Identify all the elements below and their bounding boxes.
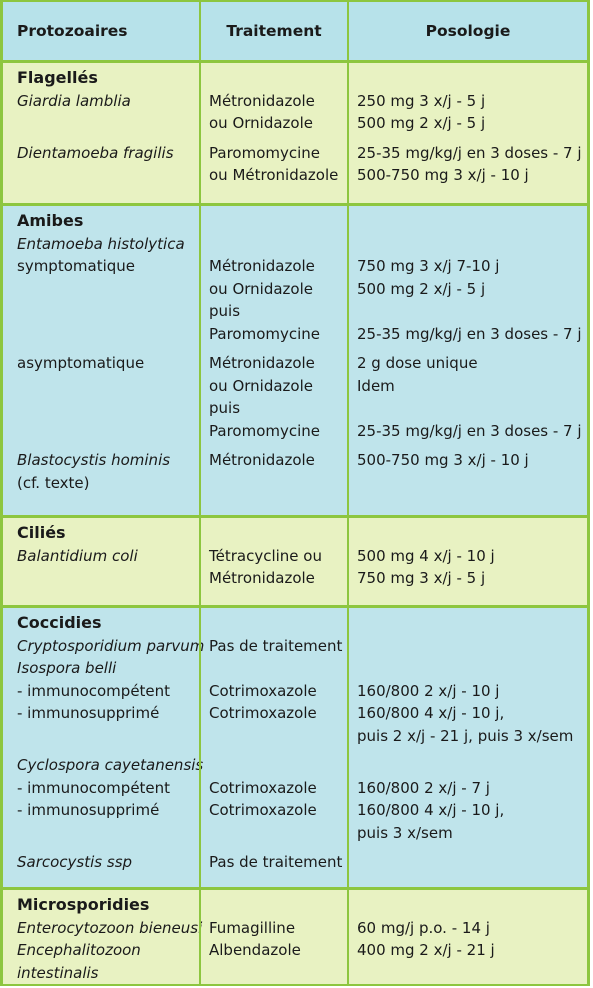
dosage-text [357, 962, 587, 985]
spacer [209, 345, 347, 352]
spacer [357, 135, 587, 142]
spacer [17, 442, 199, 449]
organism-text: asymptomatique [17, 354, 145, 372]
organism-text [17, 375, 199, 398]
spacer [357, 345, 587, 352]
organism-text: Entamoeba histolytica [17, 234, 185, 253]
header-traitement: Traitement [199, 2, 347, 60]
protozoaire-cell [3, 608, 205, 887]
dosage-text [357, 233, 587, 256]
treatment-text [209, 657, 347, 680]
organism-text: Blastocystis hominis [17, 451, 171, 469]
spacer [357, 612, 587, 635]
organism-text: (cf. texte) [17, 473, 90, 492]
treatment-text: Paromomycine [209, 421, 321, 440]
dosage-text: puis 3 x/sem [357, 823, 453, 842]
spacer [209, 844, 347, 851]
section-row [3, 515, 587, 605]
dosage-text [357, 472, 587, 495]
treatment-text: Albendazole [209, 941, 301, 959]
dosage-text [357, 300, 587, 323]
organism-text: Encephalitozoon [17, 941, 141, 959]
posologie-cell [347, 608, 587, 887]
treatment-text: puis [209, 302, 241, 320]
organism-text: Giardia lamblia [17, 91, 131, 110]
section-row [3, 203, 587, 515]
organism-text [17, 278, 199, 301]
organism-text: Cryptosporidium parvum [17, 636, 205, 655]
table-header [3, 0, 587, 60]
traitement-cell [199, 518, 347, 605]
treatment-text: ou Ornidazole [209, 279, 313, 298]
organism-text: Isospora belli [17, 659, 117, 677]
dosage-text: 25-35 mg/kg/j en 3 doses - 7 j [357, 143, 582, 162]
traitement-cell [199, 63, 347, 203]
organism-text [17, 323, 199, 346]
treatment-text [209, 962, 347, 985]
dosage-text: 2 g dose unique [357, 354, 478, 372]
traitement-cell [199, 608, 347, 887]
treatment-text: ou Ornidazole [209, 114, 313, 132]
spacer [209, 522, 347, 545]
spacer [357, 844, 587, 851]
dosage-text: 160/800 4 x/j - 10 j, [357, 704, 505, 722]
organism-text [17, 164, 199, 187]
spacer [209, 612, 347, 635]
treatment-text [209, 233, 347, 256]
organism-text [17, 420, 199, 443]
spacer [17, 747, 199, 754]
treatment-text: Paromomycine [209, 143, 321, 162]
treatment-text: Paromomycine [209, 324, 321, 343]
treatment-text: Pas de traitement [209, 636, 343, 655]
section-row [3, 605, 587, 887]
section-title: Amibes [17, 211, 84, 230]
dosage-text: 500 mg 2 x/j - 5 j [357, 279, 486, 298]
treatment-text: Métronidazole [209, 354, 315, 372]
organism-text: Dientamoeba fragilis [17, 143, 174, 162]
dosage-text: 60 mg/j p.o. - 14 j [357, 918, 490, 937]
dosage-text: puis 2 x/j - 21 j, puis 3 x/sem [357, 726, 574, 745]
posologie-cell [347, 206, 587, 515]
treatment-text: ou Métronidazole [209, 166, 339, 184]
treatment-text: Cotrimoxazole [209, 681, 317, 700]
dosage-text: 160/800 2 x/j - 7 j [357, 778, 490, 797]
protozoaire-cell [3, 518, 199, 605]
dosage-text [357, 397, 587, 420]
spacer [357, 894, 587, 917]
treatment-text: Cotrimoxazole [209, 778, 317, 797]
organism-text: - immunocompétent [17, 778, 171, 797]
posologie-cell [347, 63, 587, 203]
header-protozoaires: Protozoaires [17, 22, 128, 40]
treatment-text [209, 725, 347, 748]
organism-text: Sarcocystis ssp [17, 853, 133, 871]
spacer [209, 747, 347, 754]
treatment-text: Tétracycline ou [209, 546, 322, 565]
dosage-text: 160/800 2 x/j - 10 j [357, 681, 500, 700]
spacer [209, 210, 347, 233]
traitement-cell [199, 206, 347, 515]
dosage-text: 160/800 4 x/j - 10 j, [357, 801, 505, 819]
organism-text: symptomatique [17, 257, 135, 275]
treatment-text: Métronidazole [209, 257, 315, 275]
dosage-text: Idem [357, 376, 395, 395]
spacer [17, 345, 199, 352]
treatment-text: Métronidazole [209, 451, 315, 469]
organism-text: Balantidium coli [17, 546, 138, 565]
spacer [357, 747, 587, 754]
dosage-text: 250 mg 3 x/j - 5 j [357, 91, 486, 110]
dosage-text: 25-35 mg/kg/j en 3 doses - 7 j [357, 324, 582, 343]
organism-text [17, 300, 199, 323]
treatment-text: Cotrimoxazole [209, 801, 317, 819]
table-body [3, 60, 587, 984]
spacer [209, 894, 347, 917]
dosage-text: 500 mg 4 x/j - 10 j [357, 546, 495, 565]
organism-text [17, 822, 199, 845]
organism-text: Cyclospora cayetanensis [17, 756, 204, 774]
section-title: Flagellés [17, 68, 98, 87]
spacer [209, 67, 347, 90]
protozoaire-cell [3, 63, 199, 203]
treatment-text [209, 754, 347, 777]
spacer [357, 67, 587, 90]
treatment-text: Métronidazole [209, 91, 315, 110]
organism-text: - immunosupprimé [17, 704, 160, 722]
protozoaire-cell [3, 206, 199, 515]
treatment-text: Cotrimoxazole [209, 704, 317, 722]
protozoaire-cell [3, 890, 203, 984]
dosage-text: 750 mg 3 x/j 7-10 j [357, 257, 500, 275]
section-row [3, 887, 587, 984]
section-title: Coccidies [17, 613, 102, 632]
header-posologie: Posologie [347, 2, 587, 60]
treatment-text: ou Ornidazole [209, 376, 313, 395]
organism-text: - immunocompétent [17, 681, 171, 700]
spacer [209, 442, 347, 449]
spacer [17, 135, 199, 142]
organism-text [17, 397, 199, 420]
treatment-text: Pas de traitement [209, 853, 343, 871]
dosage-text: 500 mg 2 x/j - 5 j [357, 114, 486, 132]
organism-text [17, 112, 199, 135]
section-title: Ciliés [17, 523, 66, 542]
spacer [357, 442, 587, 449]
dosage-text [357, 851, 587, 874]
organism-text: intestinalis [17, 963, 99, 982]
dosage-text [357, 657, 587, 680]
dosage-text [357, 754, 587, 777]
dosage-text: 750 mg 3 x/j - 5 j [357, 569, 486, 587]
dosage-text [357, 635, 587, 658]
treatment-text: puis [209, 399, 241, 417]
section-title: Microsporidies [17, 895, 150, 914]
dosage-text: 500-750 mg 3 x/j - 10 j [357, 451, 529, 469]
organism-text: Enterocytozoon bieneusi [17, 918, 203, 937]
organism-text [17, 725, 199, 748]
dosage-text: 500-750 mg 3 x/j - 10 j [357, 166, 529, 184]
treatment-text [209, 822, 347, 845]
posologie-cell [347, 518, 587, 605]
dosage-text: 400 mg 2 x/j - 21 j [357, 941, 495, 959]
organism-text [17, 567, 199, 590]
spacer [209, 135, 347, 142]
spacer [357, 522, 587, 545]
spacer [357, 210, 587, 233]
treatment-text: Fumagilline [209, 918, 296, 937]
traitement-cell [199, 890, 347, 984]
treatment-text: Métronidazole [209, 569, 315, 587]
organism-text: - immunosupprimé [17, 801, 160, 819]
spacer [17, 844, 199, 851]
section-row [3, 60, 587, 203]
posologie-cell [347, 890, 587, 984]
dosage-text: 25-35 mg/kg/j en 3 doses - 7 j [357, 421, 582, 440]
treatment-text [209, 472, 347, 495]
